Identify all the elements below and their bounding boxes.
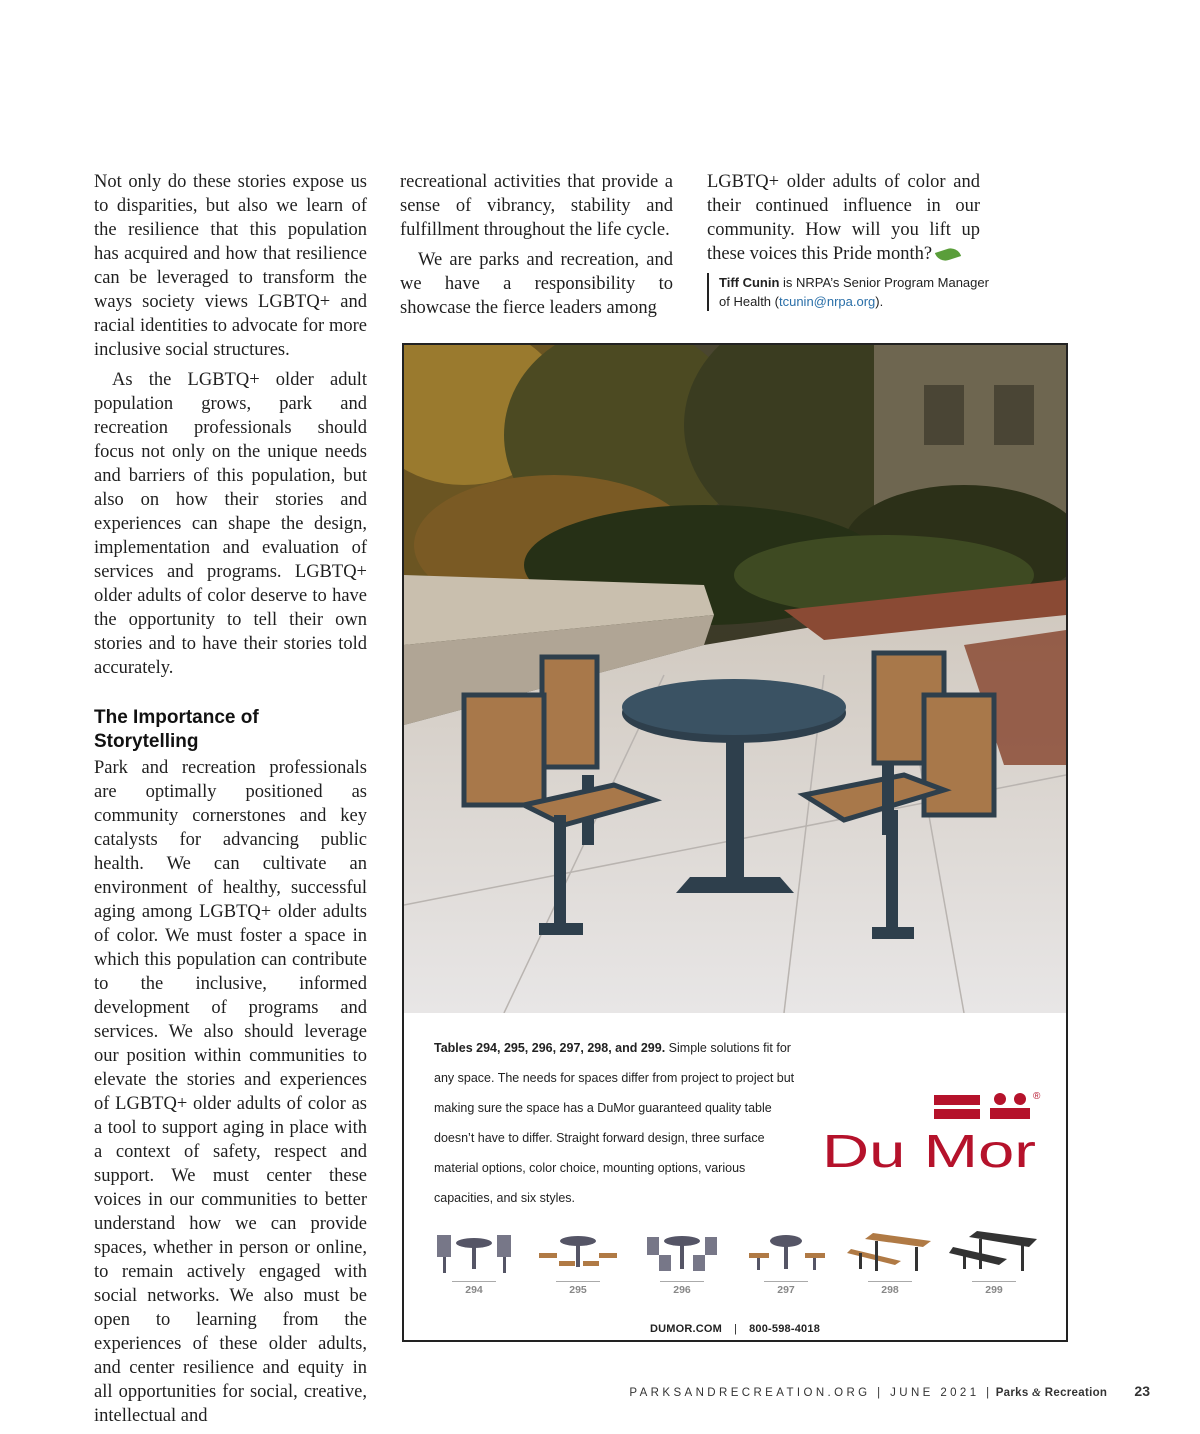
table-icon xyxy=(533,1227,623,1277)
magazine-name-part: Recreation xyxy=(1041,1387,1108,1399)
product-296 xyxy=(632,1227,732,1307)
author-role: is NRPA’s Senior Program Manager of Health ( xyxy=(719,275,989,309)
paragraph xyxy=(707,170,980,266)
product-number: 296 xyxy=(660,1281,704,1296)
product-298 xyxy=(840,1227,940,1307)
product-lineup xyxy=(424,1227,1044,1307)
product-297 xyxy=(736,1227,836,1307)
dumor-advertisement xyxy=(402,343,1068,1342)
paragraph: We are parks and recreation, and we have a responsibility to showcase the fierce leaders among xyxy=(400,250,673,318)
product-number: 299 xyxy=(972,1281,1016,1296)
bio-close: ). xyxy=(875,294,884,309)
leaf-icon xyxy=(935,246,961,264)
table-icon xyxy=(845,1227,935,1277)
product-294 xyxy=(424,1227,524,1307)
magazine-ampersand: & xyxy=(1032,1387,1042,1399)
ad-contact xyxy=(404,1323,1066,1335)
paragraph: Park and recreation professionals are optimally positioned as community cornerstones and key catalysts for advancing public health. We can cultivate an environment of healthy, successful aging among LGBTQ+ older adults of color. We must foster a space in which this population can contribute to the inclusive, informed development of programs and services. We also should leverage our position within communities to elevate the stories and experiences of LGBTQ+ older adults of color as a tool to support aging in place with a context of safety, respect and support. We must center these voices in our communities to better understand how we can provide spaces, whether in person or online, to remain actively engaged with social networks. We also must be open to learning from the experiences of these older adults, and center resilience and equity in all opportunities for social, creative, intellectual and xyxy=(94,758,367,1426)
product-number: 297 xyxy=(764,1281,808,1296)
table-icon xyxy=(949,1227,1039,1277)
article-column-1 xyxy=(94,170,367,1434)
registered-mark: ® xyxy=(1033,1091,1041,1102)
author-bio xyxy=(707,273,989,311)
author-email-link[interactable]: tcunin@nrpa.org xyxy=(778,294,876,309)
magazine-name-part: Parks xyxy=(995,1387,1033,1399)
product-299 xyxy=(944,1227,1044,1307)
table-icon xyxy=(429,1227,519,1277)
page-number: 23 xyxy=(1134,1383,1150,1399)
paragraph: Not only do these stories expose us to disparities, but also we learn of the resilience that this population has acquired and how that resilience can be leveraged to transform the ways society views LGBTQ+ and racial identities to advocate for more inclusive social structures. xyxy=(94,172,367,360)
magazine-name xyxy=(996,1387,1108,1399)
website-link[interactable]: DUMOR.COM xyxy=(649,1323,723,1335)
article-column-2 xyxy=(400,170,673,326)
product-295 xyxy=(528,1227,628,1307)
phone-number: 800-598-4018 xyxy=(749,1323,821,1335)
page-footer xyxy=(0,1383,1150,1399)
footer-site-issue: PARKSANDRECREATION.ORG | JUNE 2021 | xyxy=(629,1387,993,1399)
section-heading: The Importance of Storytelling xyxy=(94,707,259,752)
ad-copy xyxy=(434,1033,804,1213)
paragraph: recreational activities that provide a sense of vibrancy, stability and fulfillment throughout the life cycle. xyxy=(400,172,673,240)
article-column-3 xyxy=(707,170,980,272)
table-icon xyxy=(741,1227,831,1277)
author-name: Tiff Cunin xyxy=(719,275,780,290)
product-number: 294 xyxy=(452,1281,496,1296)
dumor-logo xyxy=(822,1087,1042,1177)
separator: | xyxy=(734,1323,738,1335)
ad-headline: Tables 294, 295, 296, 297, 298, and 299. xyxy=(434,1041,666,1055)
logo-wordmark: Du Mor xyxy=(822,1125,1036,1177)
product-number: 295 xyxy=(556,1281,600,1296)
product-number: 298 xyxy=(868,1281,912,1296)
paragraph: As the LGBTQ+ older adult population grows, park and recreation professionals should focus not only on the unique needs and barriers of this population, but also on how their stories and experiences can shape the design, implementation and evaluation of services and programs. LGBTQ+ older adults of color deserve to have the opportunity to tell their own stories and to have their stories told accurately. xyxy=(94,370,367,678)
ad-body: Simple solutions fit for any space. The needs for spaces differ from project to project but making sure the space has a DuMor guaranteed quality table doesn’t have to differ. Straight forward design, three surface material options, color choice, mounting options, various capacities, and six styles. xyxy=(434,1041,795,1205)
closing-text: LGBTQ+ older adults of color and their continued influence in our community. How will you lift up these voices this Pride month? xyxy=(707,172,980,264)
table-icon xyxy=(637,1227,727,1277)
ad-photo-table-and-chairs xyxy=(404,345,1066,1013)
